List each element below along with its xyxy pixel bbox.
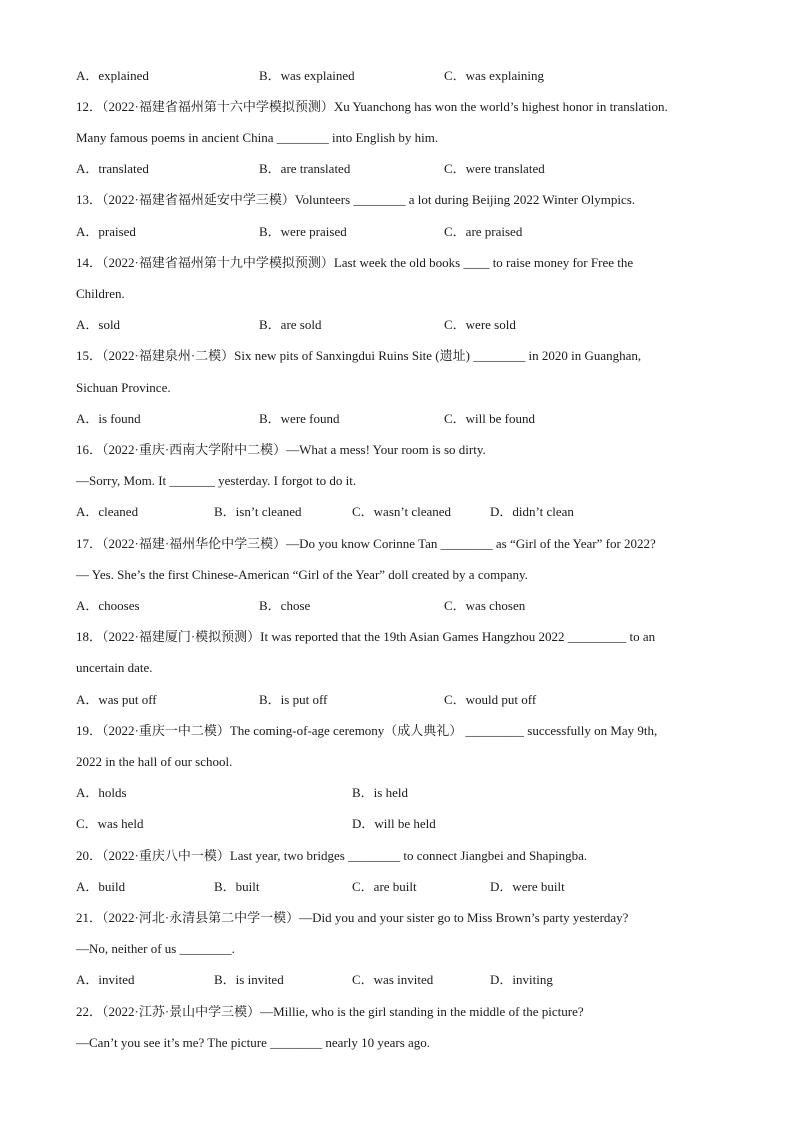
option-d: D．inviting [490,972,553,987]
option-c: C．were sold [444,317,516,332]
option-b: B．are translated [259,161,351,176]
option-c: C．wasn’t cleaned [352,504,452,519]
question-16-stem-cont: —Sorry, Mom. It _______ yesterday. I forgot to do it. [76,473,357,488]
option-c: C．were translated [444,161,545,176]
question-13-stem: 13．（2022·福建省福州延安中学三模）Volunteers ________ a lot during Beijing 2022 Winter Olympics. [76,192,636,207]
option-b: B．is put off [259,692,328,707]
question-12-stem-cont: Many famous poems in ancient China ________ into English by him. [76,130,439,145]
question-19-stem: 19．（2022·重庆一中二模）The coming-of-age ceremony（成人典礼） _________ successfully on May 9th, [76,723,658,738]
option-a: A．explained [76,68,149,83]
option-b: B．chose [259,598,311,613]
option-a: A．sold [76,317,121,332]
question-19-stem-cont: 2022 in the hall of our school. [76,754,233,769]
option-b: B．built [214,879,260,894]
option-a: A．translated [76,161,149,176]
option-b: B．was explained [259,68,355,83]
option-c: C．will be found [444,411,535,426]
option-d: D．didn’t clean [490,504,574,519]
option-d: D．were built [490,879,565,894]
question-15-stem-cont: Sichuan Province. [76,380,171,395]
question-14-stem-cont: Children. [76,286,125,301]
option-a: A．build [76,879,126,894]
question-12-stem: 12．（2022·福建省福州第十六中学模拟预测）Xu Yuanchong has won the world’s highest honor in translation. [76,99,668,114]
option-c: C．was chosen [444,598,526,613]
option-a: A．is found [76,411,141,426]
option-b: B．is invited [214,972,284,987]
option-c: C．was explaining [444,68,545,83]
option-c: C．are built [352,879,417,894]
option-c: C．are praised [444,224,523,239]
question-18-stem: 18．（2022·福建厦门·模拟预测）It was reported that the 19th Asian Games Hangzhou 2022 _________ to an [76,629,656,644]
option-b: B．is held [352,785,408,800]
question-14-stem: 14．（2022·福建省福州第十九中学模拟预测）Last week the old books ____ to raise money for Free the [76,255,634,270]
option-a: A．was put off [76,692,157,707]
option-d: D．will be held [352,816,436,831]
option-a: A．chooses [76,598,140,613]
question-22-stem: 22．（2022·江苏·景山中学三模）—Millie, who is the girl standing in the middle of the picture? [76,1004,584,1019]
option-b: B．were praised [259,224,347,239]
question-18-stem-cont: uncertain date. [76,660,153,675]
option-c: C．was held [76,816,144,831]
option-b: B．isn’t cleaned [214,504,302,519]
option-b: B．were found [259,411,340,426]
question-21-stem: 21．（2022·河北·永清县第二中学一模）—Did you and your sister go to Miss Brown’s party yesterday? [76,910,629,925]
option-c: C．would put off [444,692,537,707]
question-15-stem: 15．（2022·福建泉州·二模）Six new pits of Sanxingdui Ruins Site (遗址) ________ in 2020 in Guanghan, [76,348,642,363]
question-17-stem-cont: — Yes. She’s the first Chinese-American “Girl of the Year” doll created by a company. [76,567,528,582]
option-a: A．invited [76,972,135,987]
option-a: A．holds [76,785,127,800]
question-17-stem: 17．（2022·福建·福州华伦中学三模）—Do you know Corinne Tan ________ as “Girl of the Year” for 2022? [76,536,656,551]
option-a: A．praised [76,224,136,239]
option-c: C．was invited [352,972,434,987]
question-16-stem: 16．（2022·重庆·西南大学附中二模）—What a mess! Your room is so dirty. [76,442,486,457]
option-b: B．are sold [259,317,322,332]
question-22-stem-cont: —Can’t you see it’s me? The picture ________ nearly 10 years ago. [76,1035,431,1050]
option-a: A．cleaned [76,504,139,519]
question-20-stem: 20．（2022·重庆八中一模）Last year, two bridges ________ to connect Jiangbei and Shapingba. [76,848,588,863]
question-21-stem-cont: —No, neither of us ________. [76,941,235,956]
